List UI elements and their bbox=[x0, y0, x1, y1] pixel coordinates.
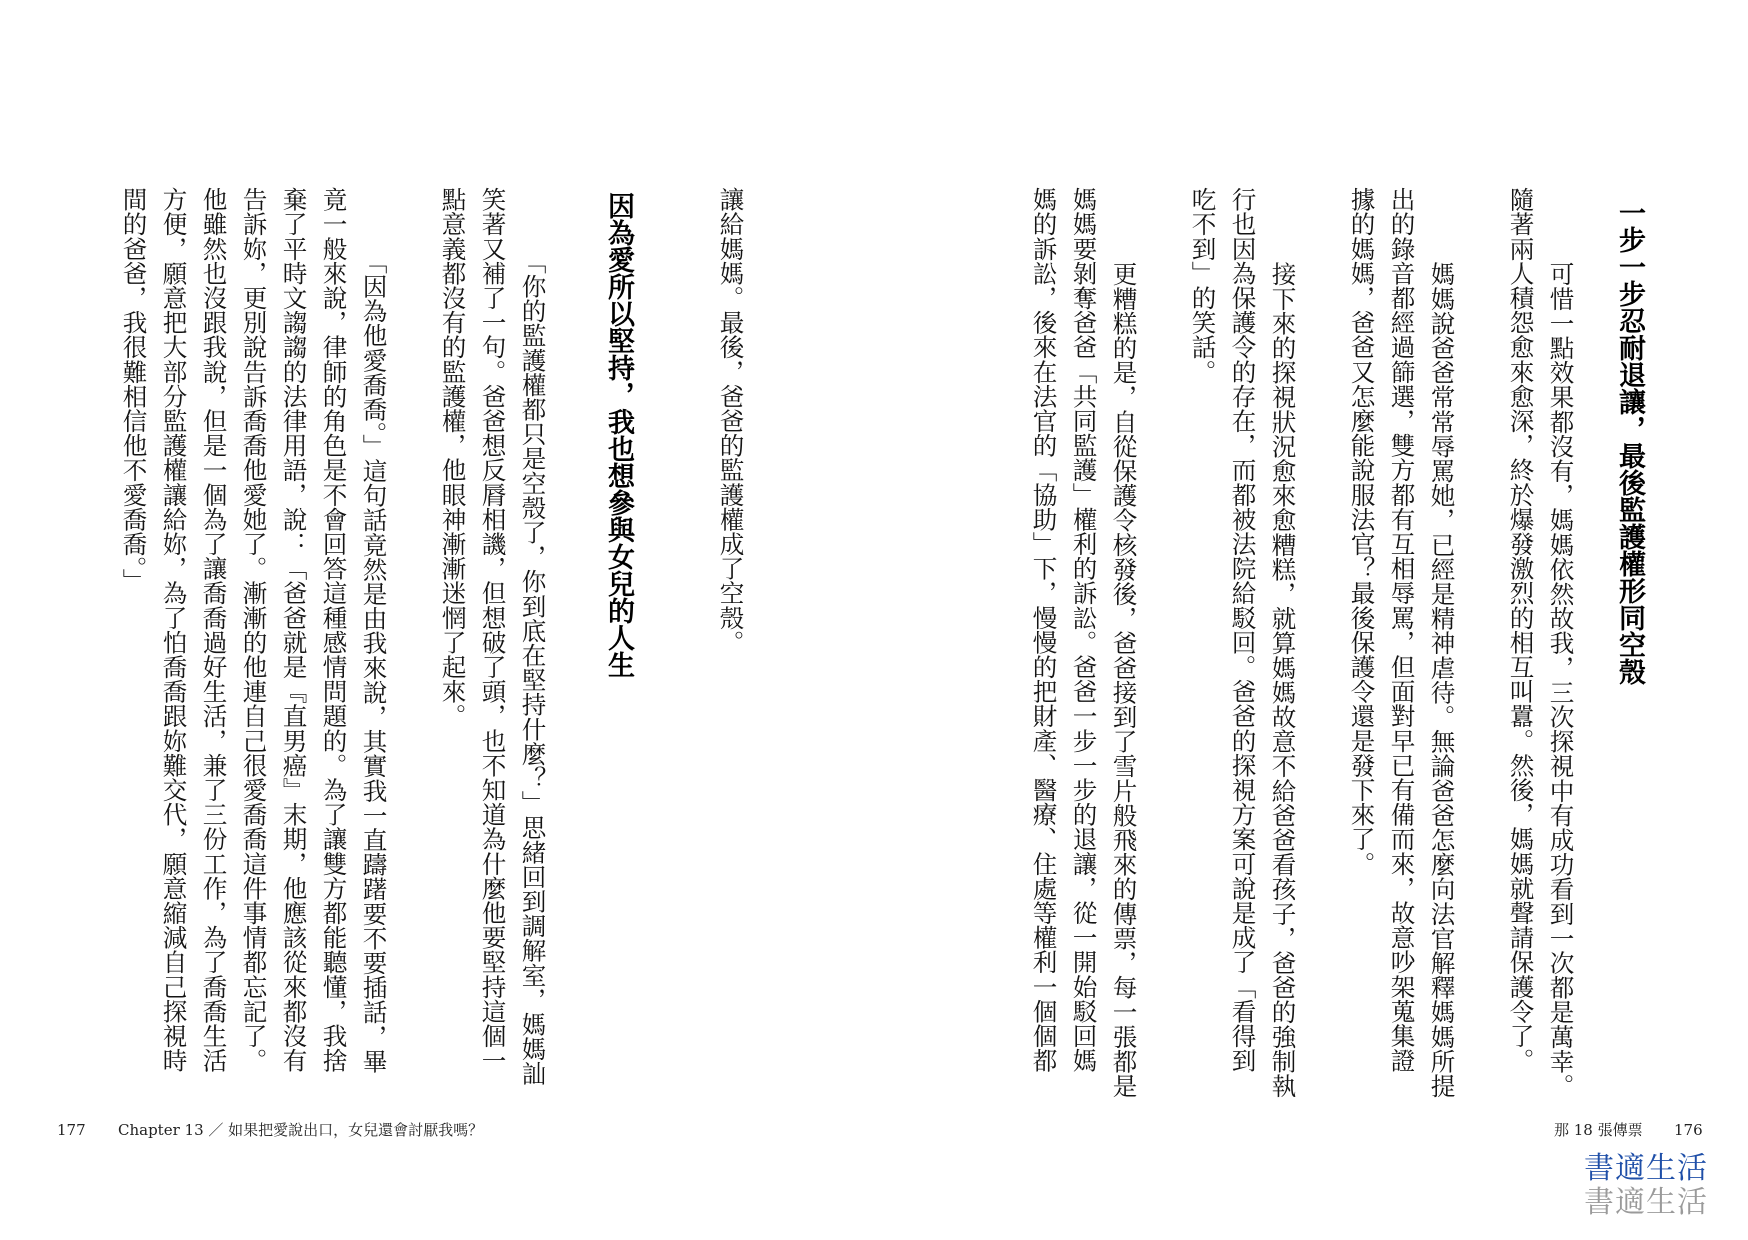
text-column: 媽媽說爸爸常常辱罵她，已經是精神虐待。無論爸爸怎麼向法官解釋媽媽所提 bbox=[1427, 237, 1457, 1098]
text-column: 吃不到」的笑話。 bbox=[1188, 187, 1218, 384]
text-column: 他雖然也沒跟我說，但是一個為了讓喬喬過好生活，兼了三份工作，為了喬喬生活 bbox=[199, 187, 229, 1073]
text-column: 隨著兩人積怨愈來愈深，終於爆發激烈的相互叫囂。然後，媽媽就聲請保護令了。 bbox=[1506, 187, 1536, 1073]
text-column: 讓給媽媽。最後，爸爸的監護權成了空殼。 bbox=[716, 187, 746, 655]
running-footer-title: 那 18 張傳票 bbox=[1554, 1121, 1643, 1139]
text-column: 媽媽要剝奪爸爸「共同監護」權利的訴訟。爸爸一步一步的退讓，從一開始駁回媽 bbox=[1069, 187, 1099, 1073]
section-heading-left: 因為愛所以堅持，我也想參與女兒的人生 bbox=[603, 192, 634, 678]
text-column: 間的爸爸，我很難相信他不愛喬喬。」 bbox=[119, 187, 149, 593]
text-column: 行也因為保護令的存在，而都被法院給駁回。爸爸的探視方案可說是成了「看得到 bbox=[1228, 187, 1258, 1073]
text-column: 方便，願意把大部分監護權讓給妳，為了怕喬喬跟妳難交代，願意縮減自己探視時 bbox=[159, 187, 189, 1073]
text-column: 據的媽媽，爸爸又怎麼能說服法官？最後保護令還是發下來了。 bbox=[1347, 187, 1377, 876]
text-column: 「你的監護權都只是空殼了，你到底在堅持什麼？」思緒回到調解室，媽媽訕 bbox=[518, 237, 548, 1086]
running-footer-chapter: Chapter 13 ／ 如果把愛說出口，女兒還會討厭我嗎？ bbox=[118, 1121, 484, 1139]
section-heading-right: 一步一步忍耐退讓，最後監護權形同空殼 bbox=[1614, 199, 1645, 685]
text-column: 「因為他愛喬喬。」這句話竟然是由我來說，其實我一直躊躇要不要插話，畢 bbox=[359, 237, 389, 1074]
text-column: 出的錄音都經過篩選，雙方都有互相辱罵，但面對早已有備而來，故意吵架蒐集證 bbox=[1387, 187, 1417, 1073]
text-column: 點意義都沒有的監護權，他眼神漸漸迷惘了起來。 bbox=[438, 187, 468, 729]
text-column: 竟一般來說，律師的角色是不會回答這種感情問題的。為了讓雙方都能聽懂，我捨 bbox=[319, 187, 349, 1073]
text-column: 棄了平時文謅謅的法律用語，說：「爸爸就是『直男癌』末期，他應該從來都沒有 bbox=[279, 187, 309, 1073]
text-column: 媽的訴訟，後來在法官的「協助」下，慢慢的把財產、醫療、住處等權利一個個都 bbox=[1029, 187, 1059, 1073]
page-number-left: 177 bbox=[57, 1121, 86, 1139]
watermark-text-primary: 書適生活 bbox=[1584, 1151, 1708, 1186]
text-column: 告訴妳，更別說告訴喬喬他愛她了。漸漸的他連自己很愛喬喬這件事情都忘記了。 bbox=[239, 187, 269, 1073]
text-column: 更糟糕的是，自從保護令核發後，爸爸接到了雪片般飛來的傳票，每一張都是 bbox=[1109, 237, 1139, 1098]
page-number-right: 176 bbox=[1674, 1121, 1703, 1139]
watermark-text-secondary: 書適生活 bbox=[1584, 1185, 1708, 1220]
text-column: 接下來的探視狀況愈來愈糟糕，就算媽媽故意不給爸爸看孩子，爸爸的強制執 bbox=[1268, 237, 1298, 1098]
text-column: 笑著又補了一句。爸爸想反脣相譏，但想破了頭，也不知道為什麼他要堅持這個一 bbox=[478, 187, 508, 1073]
text-column: 可惜一點效果都沒有，媽媽依然故我，三次探視中有成功看到一次都是萬幸。 bbox=[1546, 237, 1576, 1098]
